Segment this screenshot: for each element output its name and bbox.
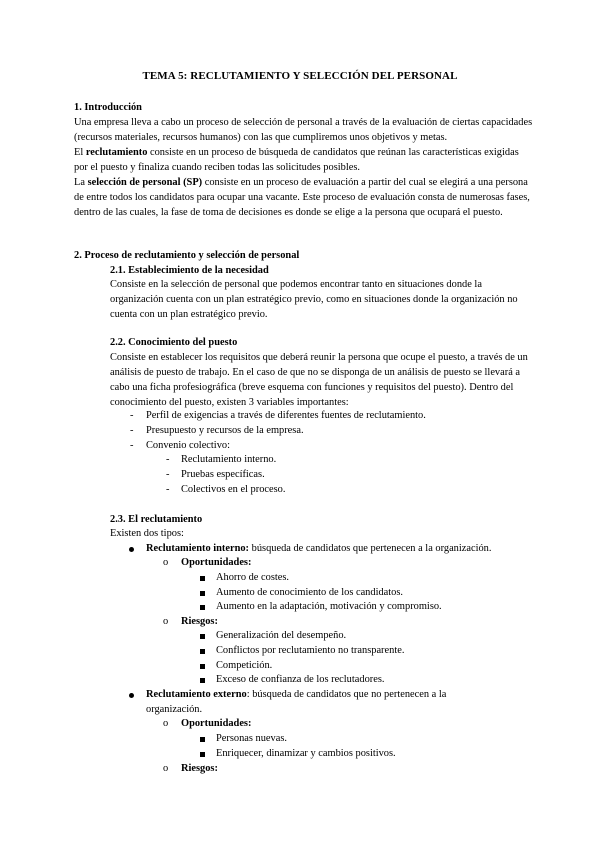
square-bullet — [200, 664, 205, 669]
p2-rest: consiste en un proceso de búsqueda de candidatos que reúnan las características exigidas por el puesto y finaliza cuando reciben todas las solicitudes posibles. — [74, 147, 519, 173]
bullet-dot — [129, 693, 134, 698]
list-subitem: Conflictos por reclutamiento no transparente. — [216, 645, 405, 656]
list-subitem: Aumento en la adaptación, motivación y compromiso. — [216, 601, 442, 612]
square-bullet — [200, 752, 205, 757]
square-bullet — [200, 737, 205, 742]
interno-item — [146, 542, 546, 557]
externo-oportunidades-label: Oportunidades: — [181, 718, 252, 729]
section-2-3-intro: Existen dos tipos: — [110, 528, 184, 539]
interno-oportunidades-label: Oportunidades: — [181, 557, 252, 568]
dash-marker: - — [166, 469, 170, 480]
circle-marker: o — [163, 616, 169, 627]
section-2-2-text: Consiste en establecer los requisitos que deberá reunir la persona que ocupe el puesto, a través de un análisis de puesto de trabajo. En el caso de que no se disponga de un análisis de puesto se llevará a cabo una ficha profesiográfica (breve esquema con funciones y requisitos del puesto). Dentro del conocimiento del puesto, existen 3 variables importantes: — [110, 352, 528, 408]
section-2-1-heading: 2.1. Establecimiento de la necesidad — [110, 265, 269, 276]
bullet-dot — [129, 547, 134, 552]
section-2-heading: 2. Proceso de reclutamiento y selección de personal — [74, 250, 300, 261]
dash-marker: - — [166, 454, 170, 465]
square-bullet — [200, 591, 205, 596]
list-subitem: Personas nuevas. — [216, 733, 287, 744]
square-bullet — [200, 634, 205, 639]
list-item: Presupuesto y recursos de la empresa. — [146, 425, 304, 436]
list-subitem: Enriquecer, dinamizar y cambios positivos. — [216, 748, 396, 759]
list-subitem: Competición. — [216, 660, 273, 671]
p3-rest: consiste en un proceso de evaluación a partir del cual se elegirá a una persona de entre todos los candidatos para ocupar una vacante. Este proceso de evaluación consta de numerosas fases, dentro de las cuales, la fase de toma de decisiones es donde se elige a la persona que ocupará el puesto. — [74, 177, 530, 218]
intro-paragraph-1: Una empresa lleva a cabo un proceso de selección de personal a través de la evaluación de ciertas capacidades (recursos materiales, recursos humanos) con las que cumpliremos unos objetivos y metas. — [74, 117, 533, 143]
list-item: Perfil de exigencias a través de diferentes fuentes de reclutamiento. — [146, 410, 426, 421]
dash-marker: - — [166, 484, 170, 495]
dash-marker: - — [130, 410, 134, 421]
dash-marker: - — [130, 440, 134, 451]
p3-bold: selección de personal (SP) — [87, 177, 203, 188]
externo-riesgos-label: Riesgos: — [181, 763, 218, 774]
list-subitem: Colectivos en el proceso. — [181, 484, 286, 495]
list-subitem: Generalización del desempeño. — [216, 630, 347, 641]
interno-text: búsqueda de candidatos que pertenecen a la organización. — [249, 543, 492, 554]
p2-prefix: El — [74, 147, 86, 158]
list-item: Convenio colectivo: — [146, 440, 230, 451]
square-bullet — [200, 678, 205, 683]
section-2-2-heading: 2.2. Conocimiento del puesto — [110, 337, 238, 348]
intro-paragraph-2 — [74, 146, 532, 176]
list-subitem: Reclutamiento interno. — [181, 454, 277, 465]
circle-marker: o — [163, 557, 169, 568]
externo-text: : búsqueda de candidatos que no pertenecen a la organización. — [146, 689, 447, 715]
p2-bold: reclutamiento — [85, 147, 148, 158]
p3-prefix: La — [74, 177, 88, 188]
list-subitem: Pruebas específicas. — [181, 469, 265, 480]
externo-label: Reclutamiento externo — [146, 689, 247, 700]
page-title: TEMA 5: RECLUTAMIENTO Y SELECCIÓN DEL PERSONAL — [142, 70, 458, 82]
list-subitem: Aumento de conocimiento de los candidatos. — [216, 587, 403, 598]
square-bullet — [200, 605, 205, 610]
section-2-1-text: Consiste en la selección de personal que podemos encontrar tanto en situaciones donde la organización cuenta con un plan estratégico previo, como en situaciones donde la organización no cuenta con un plan estratégico previo. — [110, 279, 518, 320]
square-bullet — [200, 649, 205, 654]
section-2-3-heading: 2.3. El reclutamiento — [110, 514, 203, 525]
section-1-heading: 1. Introducción — [74, 102, 142, 113]
externo-item — [146, 688, 476, 718]
circle-marker: o — [163, 718, 169, 729]
interno-riesgos-label: Riesgos: — [181, 616, 218, 627]
list-subitem: Ahorro de costes. — [216, 572, 290, 583]
list-subitem: Exceso de confianza de los reclutadores. — [216, 674, 385, 685]
dash-marker: - — [130, 425, 134, 436]
intro-paragraph-3 — [74, 176, 534, 221]
interno-label: Reclutamiento interno: — [146, 543, 250, 554]
square-bullet — [200, 576, 205, 581]
circle-marker: o — [163, 763, 169, 774]
